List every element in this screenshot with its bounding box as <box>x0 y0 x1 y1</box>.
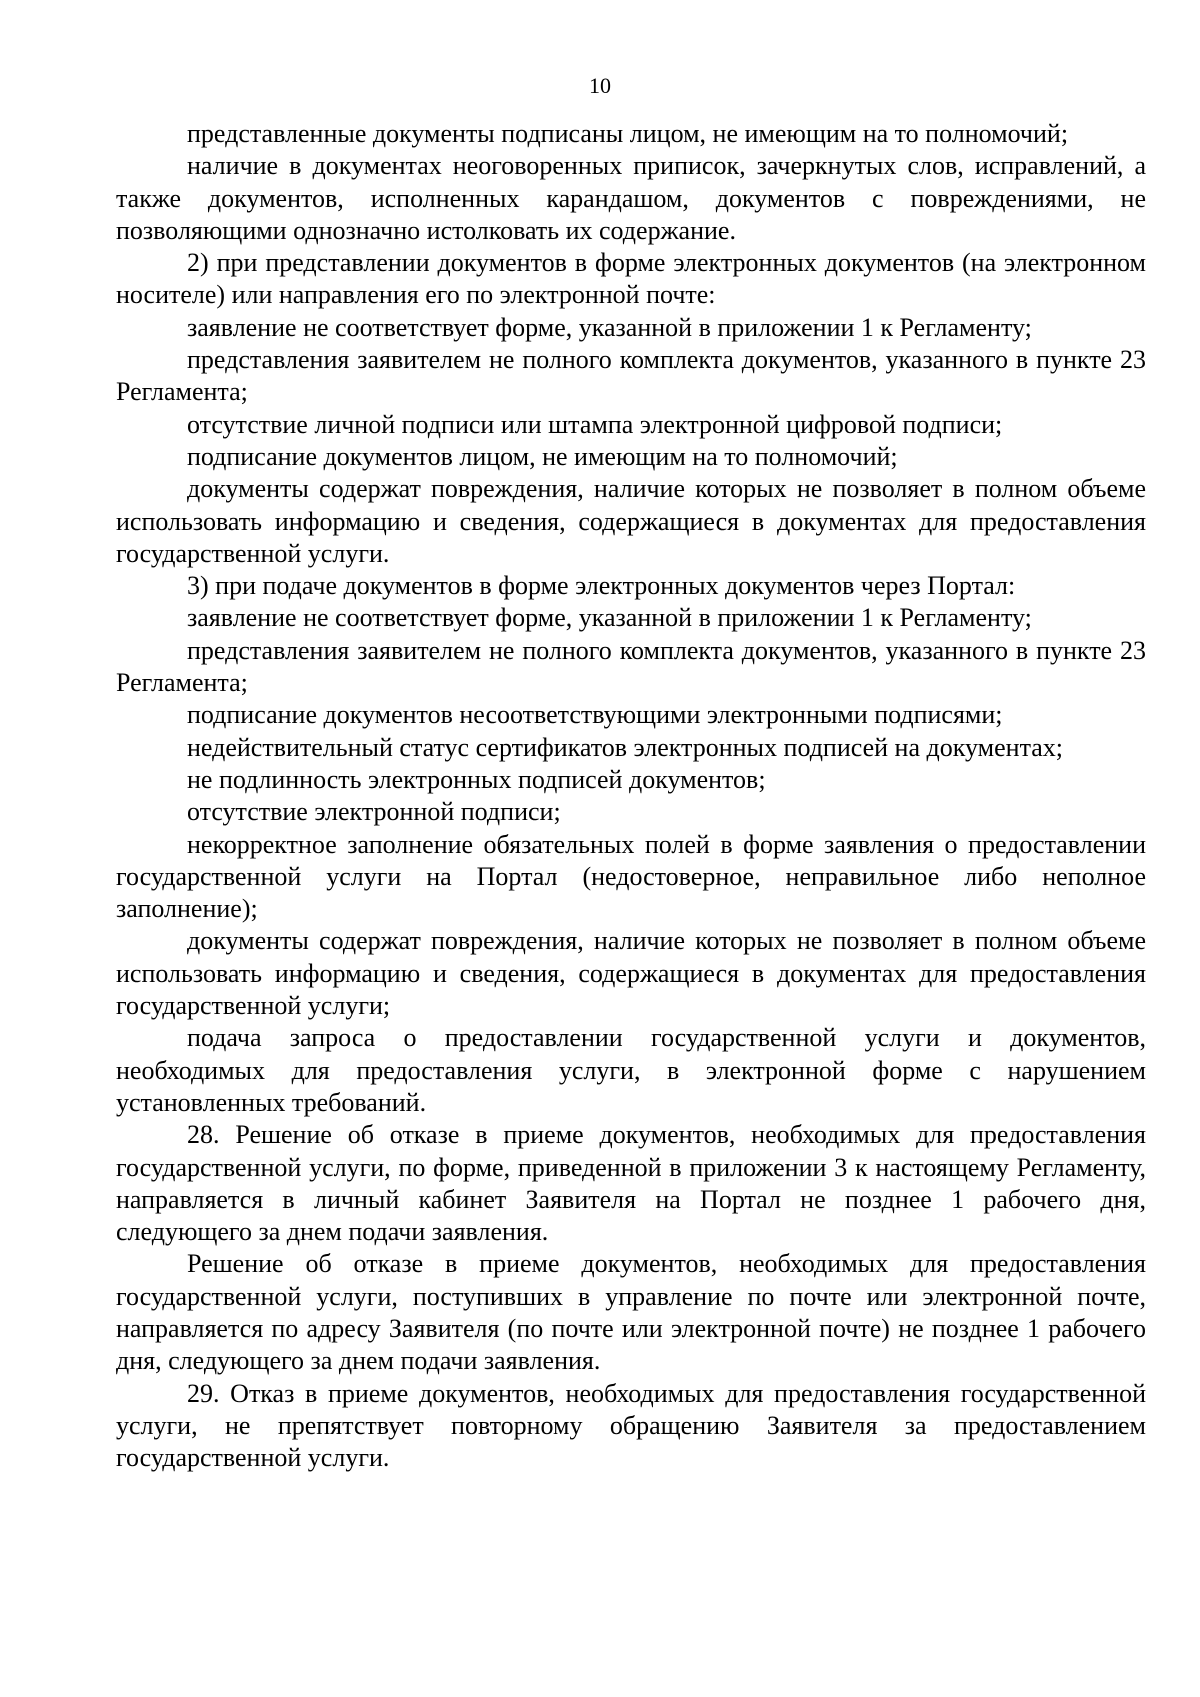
paragraph: представления заявителем не полного комплекта документов, указанного в пункте 23 Регламента; <box>116 635 1146 698</box>
paragraph: представления заявителем не полного комплекта документов, указанного в пункте 23 Регламента; <box>116 345 1146 407</box>
paragraph: 3) при подаче документов в форме электронных документов через Портал: <box>187 571 1016 601</box>
paragraph: 2) при представлении документов в форме электронных документов (на электронном носителе) или направления его по электронной почте: <box>116 248 1146 310</box>
paragraph: заявление не соответствует форме, указанной в приложении 1 к Регламенту; <box>187 312 1032 342</box>
paragraph: отсутствие электронной подписи; <box>187 797 561 827</box>
paragraph: подписание документов лицом, не имеющим на то полномочий; <box>187 441 898 471</box>
paragraph: 29. Отказ в приеме документов, необходимых для предоставления государственной услуги, не препятствует повторному обращению Заявителя за предоставлением государственной услуги. <box>116 1378 1146 1473</box>
page-number: 10 <box>589 73 611 98</box>
paragraph: некорректное заполнение обязательных полей в форме заявления о предоставлении государственной услуги на Портал (недостоверное, неправильное либо неполное заполнение); <box>116 829 1146 924</box>
paragraph: не подлинность электронных подписей документов; <box>187 764 766 794</box>
paragraph: заявление не соответствует форме, указанной в приложении 1 к Регламенту; <box>187 603 1032 633</box>
paragraph: Решение об отказе в приеме документов, необходимых для предоставления государственной услуги, поступивших в управление по почте или электронной почте, направляется по адресу Заявителя (по почте или электронной почте) не позднее 1 рабочего дня, следующего за днем подачи заявления. <box>116 1249 1146 1376</box>
paragraph: представленные документы подписаны лицом, не имеющим на то полномочий; <box>187 119 1069 148</box>
paragraph: наличие в документах неоговоренных приписок, зачеркнутых слов, исправлений, а также документов, исполненных карандашом, документов с повреждениями, не позволяющими однозначно истолковать их содержание. <box>116 151 1146 245</box>
paragraph: 28. Решение об отказе в приеме документов, необходимых для предоставления государственной услуги, по форме, приведенной в приложении 3 к настоящему Регламенту, направляется в личный кабинет Заявителя на Портал не позднее 1 рабочего дня, следующего за днем подачи заявления. <box>116 1120 1146 1247</box>
document-body <box>116 118 1146 1474</box>
paragraph: документы содержат повреждения, наличие которых не позволяет в полном объеме использовать информацию и сведения, содержащиеся в документах для предоставления государственной услуги; <box>116 926 1146 1021</box>
paragraph: подписание документов несоответствующими электронными подписями; <box>187 700 1003 730</box>
paragraph: подача запроса о предоставлении государственной услуги и документов, необходимых для предоставления услуги, в электронной форме с нарушением установленных требований. <box>116 1023 1146 1117</box>
paragraph: недействительный статус сертификатов электронных подписей на документах; <box>187 732 1064 762</box>
paragraph: отсутствие личной подписи или штампа электронной цифровой подписи; <box>187 409 1003 439</box>
paragraph: документы содержат повреждения, наличие которых не позволяет в полном объеме использовать информацию и сведения, содержащиеся в документах для предоставления государственной услуги. <box>116 474 1146 568</box>
